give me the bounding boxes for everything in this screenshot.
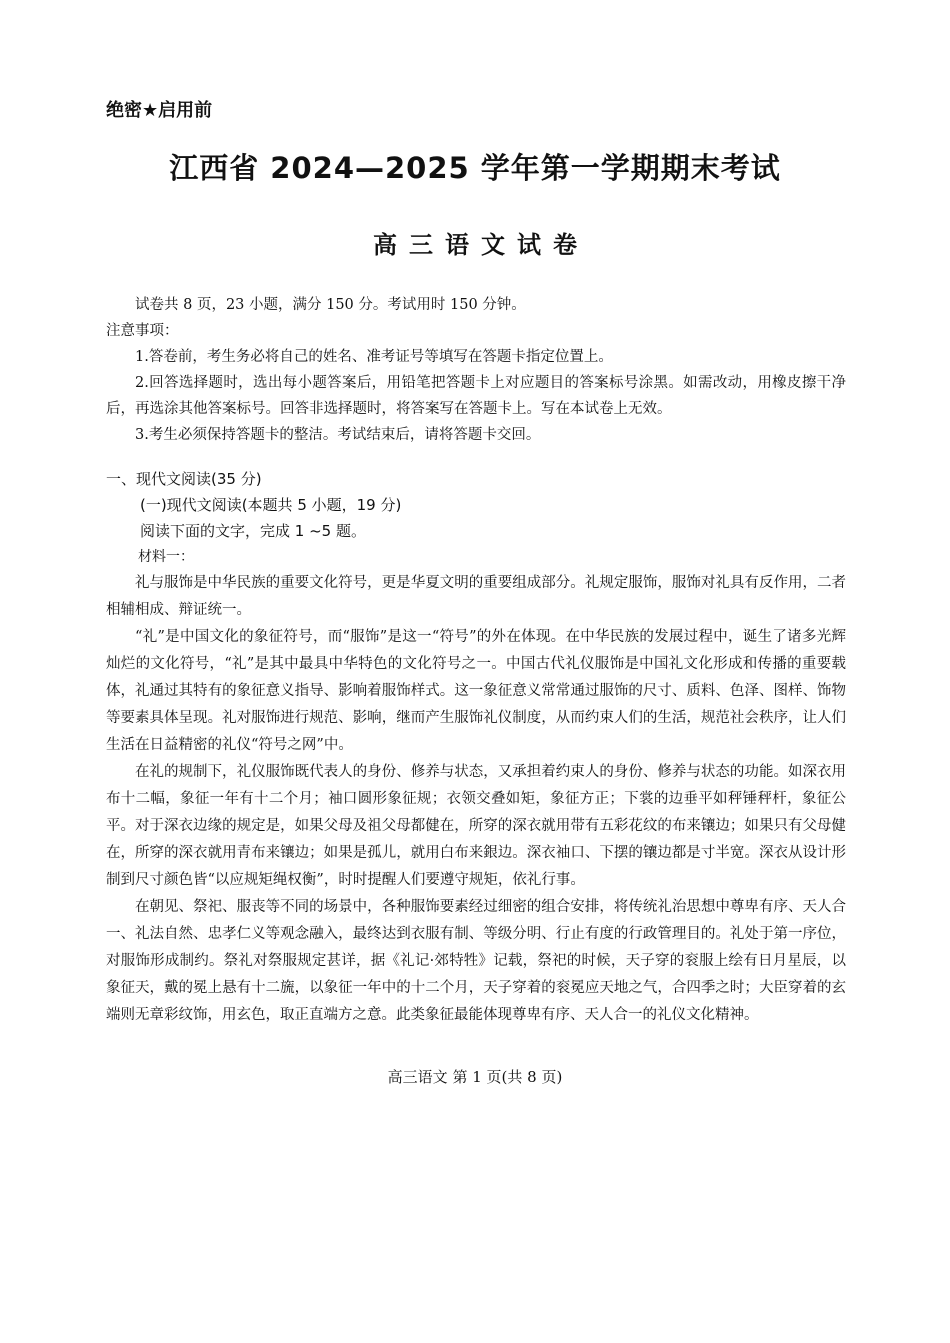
confidential-label: 绝密★启用前 bbox=[106, 100, 213, 121]
notice-label: 注意事项： bbox=[106, 323, 179, 339]
page-content bbox=[106, 292, 846, 1029]
reading-directive: 阅读下面的文字，完成 1 ~5 题。 bbox=[140, 522, 366, 540]
subsection-heading: (一)现代文阅读(本题共 5 小题，19 分) bbox=[140, 496, 402, 514]
notice-item-1: 1.答卷前，考生务必将自己的姓名、准考证号等填写在答题卡指定位置上。 bbox=[135, 349, 613, 365]
passage-paragraph-4: 在朝见、祭祀、服丧等不同的场景中，各种服饰要素经过细密的组合安排，将传统礼治思想中尊卑有序、天人合一、礼法自然、忠孝仁义等观念融入，最终达到衣服有制、等级分明、行止有度的行政管理目的。礼处于第一序位，对服饰形成制约。祭礼对祭服规定甚详，据《礼记·郊特牲》记载，祭祀的时候，天子穿的衮服上绘有日月星辰，以象征天，戴的冕上悬有十二旒，以象征一年中的十二个月，天子穿着的衮冕应天地之气，合四季之时；大臣穿着的玄端则无章彩纹饰，用玄色，取正直端方之意。此类象征最能体现尊卑有序、天人合一的礼仪文化精神。 bbox=[106, 899, 846, 1023]
passage-paragraph-3: 在礼的规制下，礼仪服饰既代表人的身份、修养与状态，又承担着约束人的身份、修养与状态的功能。如深衣用布十二幅，象征一年有十二个月；袖口圆形象征规；衣领交叠如矩，象征方正；下裳的边垂平如秤锤秤杆，象征公平。对于深衣边缘的规定是，如果父母及祖父母都健在，所穿的深衣就用带有五彩花纹的布来镶边；如果只有父母健在，所穿的深衣就用青布来镶边；如果是孤儿，就用白布来銀边。深衣袖口、下摆的镶边都是寸半宽。深衣从设计形制到尺寸颜色皆“以应规矩绳权衡”，时时提醒人们要遵守规矩，依礼行事。 bbox=[106, 764, 846, 888]
section-heading: 一、现代文阅读(35 分) bbox=[106, 470, 262, 488]
material-label: 材料一： bbox=[138, 549, 194, 565]
notice-item-3: 3.考生必须保持答题卡的整洁。考试结束后，请将答题卡交回。 bbox=[135, 427, 541, 443]
exam-title: 江西省 2024—2025 学年第一学期期末考试 bbox=[169, 151, 781, 185]
passage-paragraph-1: 礼与服饰是中华民族的重要文化符号，更是华夏文明的重要组成部分。礼规定服饰，服饰对礼具有反作用，二者相辅相成、辩证统一。 bbox=[106, 575, 846, 618]
paper-title: 高三语文试卷 bbox=[373, 231, 589, 259]
passage-paragraph-2: “礼”是中国文化的象征符号，而“服饰”是这一“符号”的外在体现。在中华民族的发展过程中，诞生了诸多光辉灿烂的文化符号，“礼”是其中最具中华特色的文化符号之一。中国古代礼仪服饰是中国礼文化形成和传播的重要载体，礼通过其特有的象征意义指导、影响着服饰样式。这一象征意义常常通过服饰的尺寸、质料、色泽、图样、饰物等要素具体呈现。礼对服饰进行规范、影响，继而产生服饰礼仪制度，从而约束人们的生活，规范社会秩序，让人们生活在日益精密的礼仪“符号之网”中。 bbox=[106, 629, 846, 753]
page-footer: 高三语文 第 1 页(共 8 页) bbox=[387, 1068, 563, 1086]
exam-summary: 试卷共 8 页，23 小题，满分 150 分。考试用时 150 分钟。 bbox=[135, 297, 526, 313]
notice-item-2: 2.回答选择题时，选出每小题答案后，用铅笔把答题卡上对应题目的答案标号涂黑。如需改动，用橡皮擦干净后，再选涂其他答案标号。回答非选择题时，将答案写在答题卡上。写在本试卷上无效。 bbox=[106, 375, 846, 417]
